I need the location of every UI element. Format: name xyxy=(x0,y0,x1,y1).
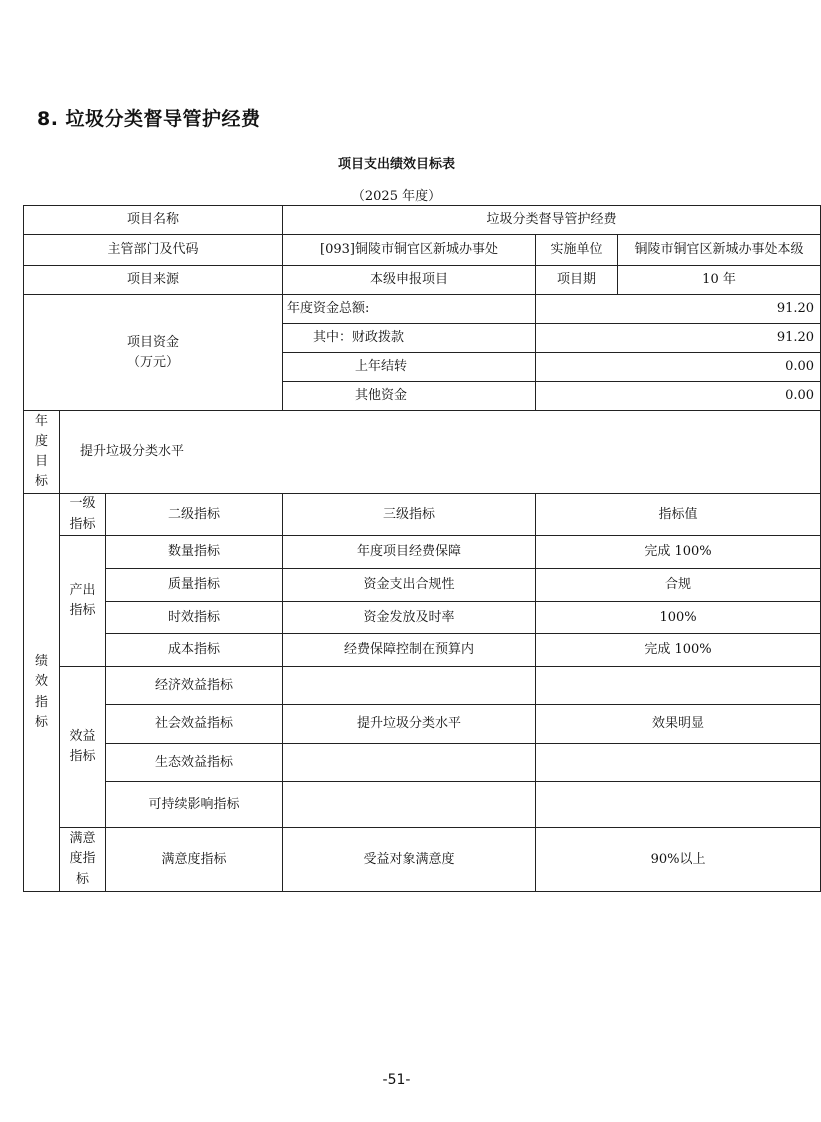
table-row xyxy=(24,266,821,295)
value-cell: 完成 100% xyxy=(536,536,821,569)
level3-cell xyxy=(283,667,536,705)
table-row xyxy=(24,744,821,782)
goal-label-char: 标 xyxy=(34,474,48,490)
table-row xyxy=(24,411,821,494)
perf-label-char: 绩 xyxy=(34,654,48,670)
table-title: 项目支出绩效目标表 xyxy=(337,157,455,172)
value-cell xyxy=(536,782,821,828)
funds-label-line2: （万元） xyxy=(127,354,180,370)
perf-label-char: 指 xyxy=(34,694,48,710)
level2-cell: 数量指标 xyxy=(106,536,283,569)
impl-label: 实施单位 xyxy=(536,235,618,266)
fund-total-value: 91.20 xyxy=(536,295,821,324)
level2-cell: 经济效益指标 xyxy=(106,667,283,705)
value-cell: 完成 100% xyxy=(536,634,821,667)
table-row xyxy=(24,295,821,324)
year-label: （2025 年度） xyxy=(351,189,442,204)
fund-carryover-value: 0.00 xyxy=(536,353,821,382)
value-cell xyxy=(536,667,821,705)
table-row xyxy=(24,235,821,266)
header-value: 指标值 xyxy=(536,494,821,536)
level3-cell: 提升垃圾分类水平 xyxy=(283,705,536,744)
table-row xyxy=(24,667,821,705)
funds-label xyxy=(24,295,283,411)
level3-cell: 经费保障控制在预算内 xyxy=(283,634,536,667)
perf-label-char: 标 xyxy=(34,714,48,730)
benefit-label: 效益 指标 xyxy=(60,667,106,828)
level3-cell: 资金发放及时率 xyxy=(283,602,536,634)
table-row xyxy=(24,828,821,892)
section-title: 8. 垃圾分类督导管护经费 xyxy=(37,108,261,130)
dept-value: [093]铜陵市铜官区新城办事处 xyxy=(283,235,536,266)
header-level1: 一级 指标 xyxy=(60,494,106,536)
level3-cell: 受益对象满意度 xyxy=(283,828,536,892)
source-value: 本级申报项目 xyxy=(283,266,536,295)
fund-carryover-label: 上年结转 xyxy=(283,353,536,382)
project-name-value: 垃圾分类督导管护经费 xyxy=(283,206,821,235)
header-level2: 二级指标 xyxy=(106,494,283,536)
perf-label xyxy=(24,494,60,892)
perf-label-char: 效 xyxy=(34,674,48,690)
table-row xyxy=(24,494,821,536)
fund-fiscal-label: 其中：财政拨款 xyxy=(283,324,536,353)
period-label: 项目期 xyxy=(536,266,618,295)
level2-cell: 成本指标 xyxy=(106,634,283,667)
value-cell: 100% xyxy=(536,602,821,634)
goal-label-char: 年 xyxy=(34,413,48,429)
goal-label-char: 目 xyxy=(34,454,48,469)
level2-cell: 社会效益指标 xyxy=(106,705,283,744)
funds-label-line1: 项目资金 xyxy=(127,335,180,350)
table-row xyxy=(24,782,821,828)
performance-target-table xyxy=(23,205,821,892)
period-value: 10 年 xyxy=(618,266,821,295)
goal-text: 提升垃圾分类水平 xyxy=(60,411,821,494)
page-number: -51- xyxy=(382,1072,411,1088)
fund-other-value: 0.00 xyxy=(536,382,821,411)
level3-cell: 资金支出合规性 xyxy=(283,569,536,602)
satisfaction-label: 满意 度指 标 xyxy=(60,828,106,892)
value-cell: 效果明显 xyxy=(536,705,821,744)
source-label: 项目来源 xyxy=(24,266,283,295)
level2-cell: 质量指标 xyxy=(106,569,283,602)
dept-label: 主管部门及代码 xyxy=(24,235,283,266)
goal-label xyxy=(24,411,60,494)
header-level3: 三级指标 xyxy=(283,494,536,536)
table-row xyxy=(24,569,821,602)
value-cell xyxy=(536,744,821,782)
goal-label-char: 度 xyxy=(34,433,48,449)
level3-cell xyxy=(283,744,536,782)
table-row xyxy=(24,536,821,569)
table-row xyxy=(24,705,821,744)
table-row xyxy=(24,602,821,634)
level3-cell xyxy=(283,782,536,828)
level3-cell: 年度项目经费保障 xyxy=(283,536,536,569)
level2-cell: 生态效益指标 xyxy=(106,744,283,782)
level2-cell: 时效指标 xyxy=(106,602,283,634)
table-row xyxy=(24,206,821,235)
fund-fiscal-value: 91.20 xyxy=(536,324,821,353)
fund-other-label: 其他资金 xyxy=(283,382,536,411)
output-label: 产出 指标 xyxy=(60,536,106,667)
table-row xyxy=(24,634,821,667)
impl-value: 铜陵市铜官区新城办事处本级 xyxy=(618,235,821,266)
level2-cell: 满意度指标 xyxy=(106,828,283,892)
fund-total-label: 年度资金总额: xyxy=(283,295,536,324)
value-cell: 90%以上 xyxy=(536,828,821,892)
level2-cell: 可持续影响指标 xyxy=(106,782,283,828)
project-name-label: 项目名称 xyxy=(24,206,283,235)
value-cell: 合规 xyxy=(536,569,821,602)
